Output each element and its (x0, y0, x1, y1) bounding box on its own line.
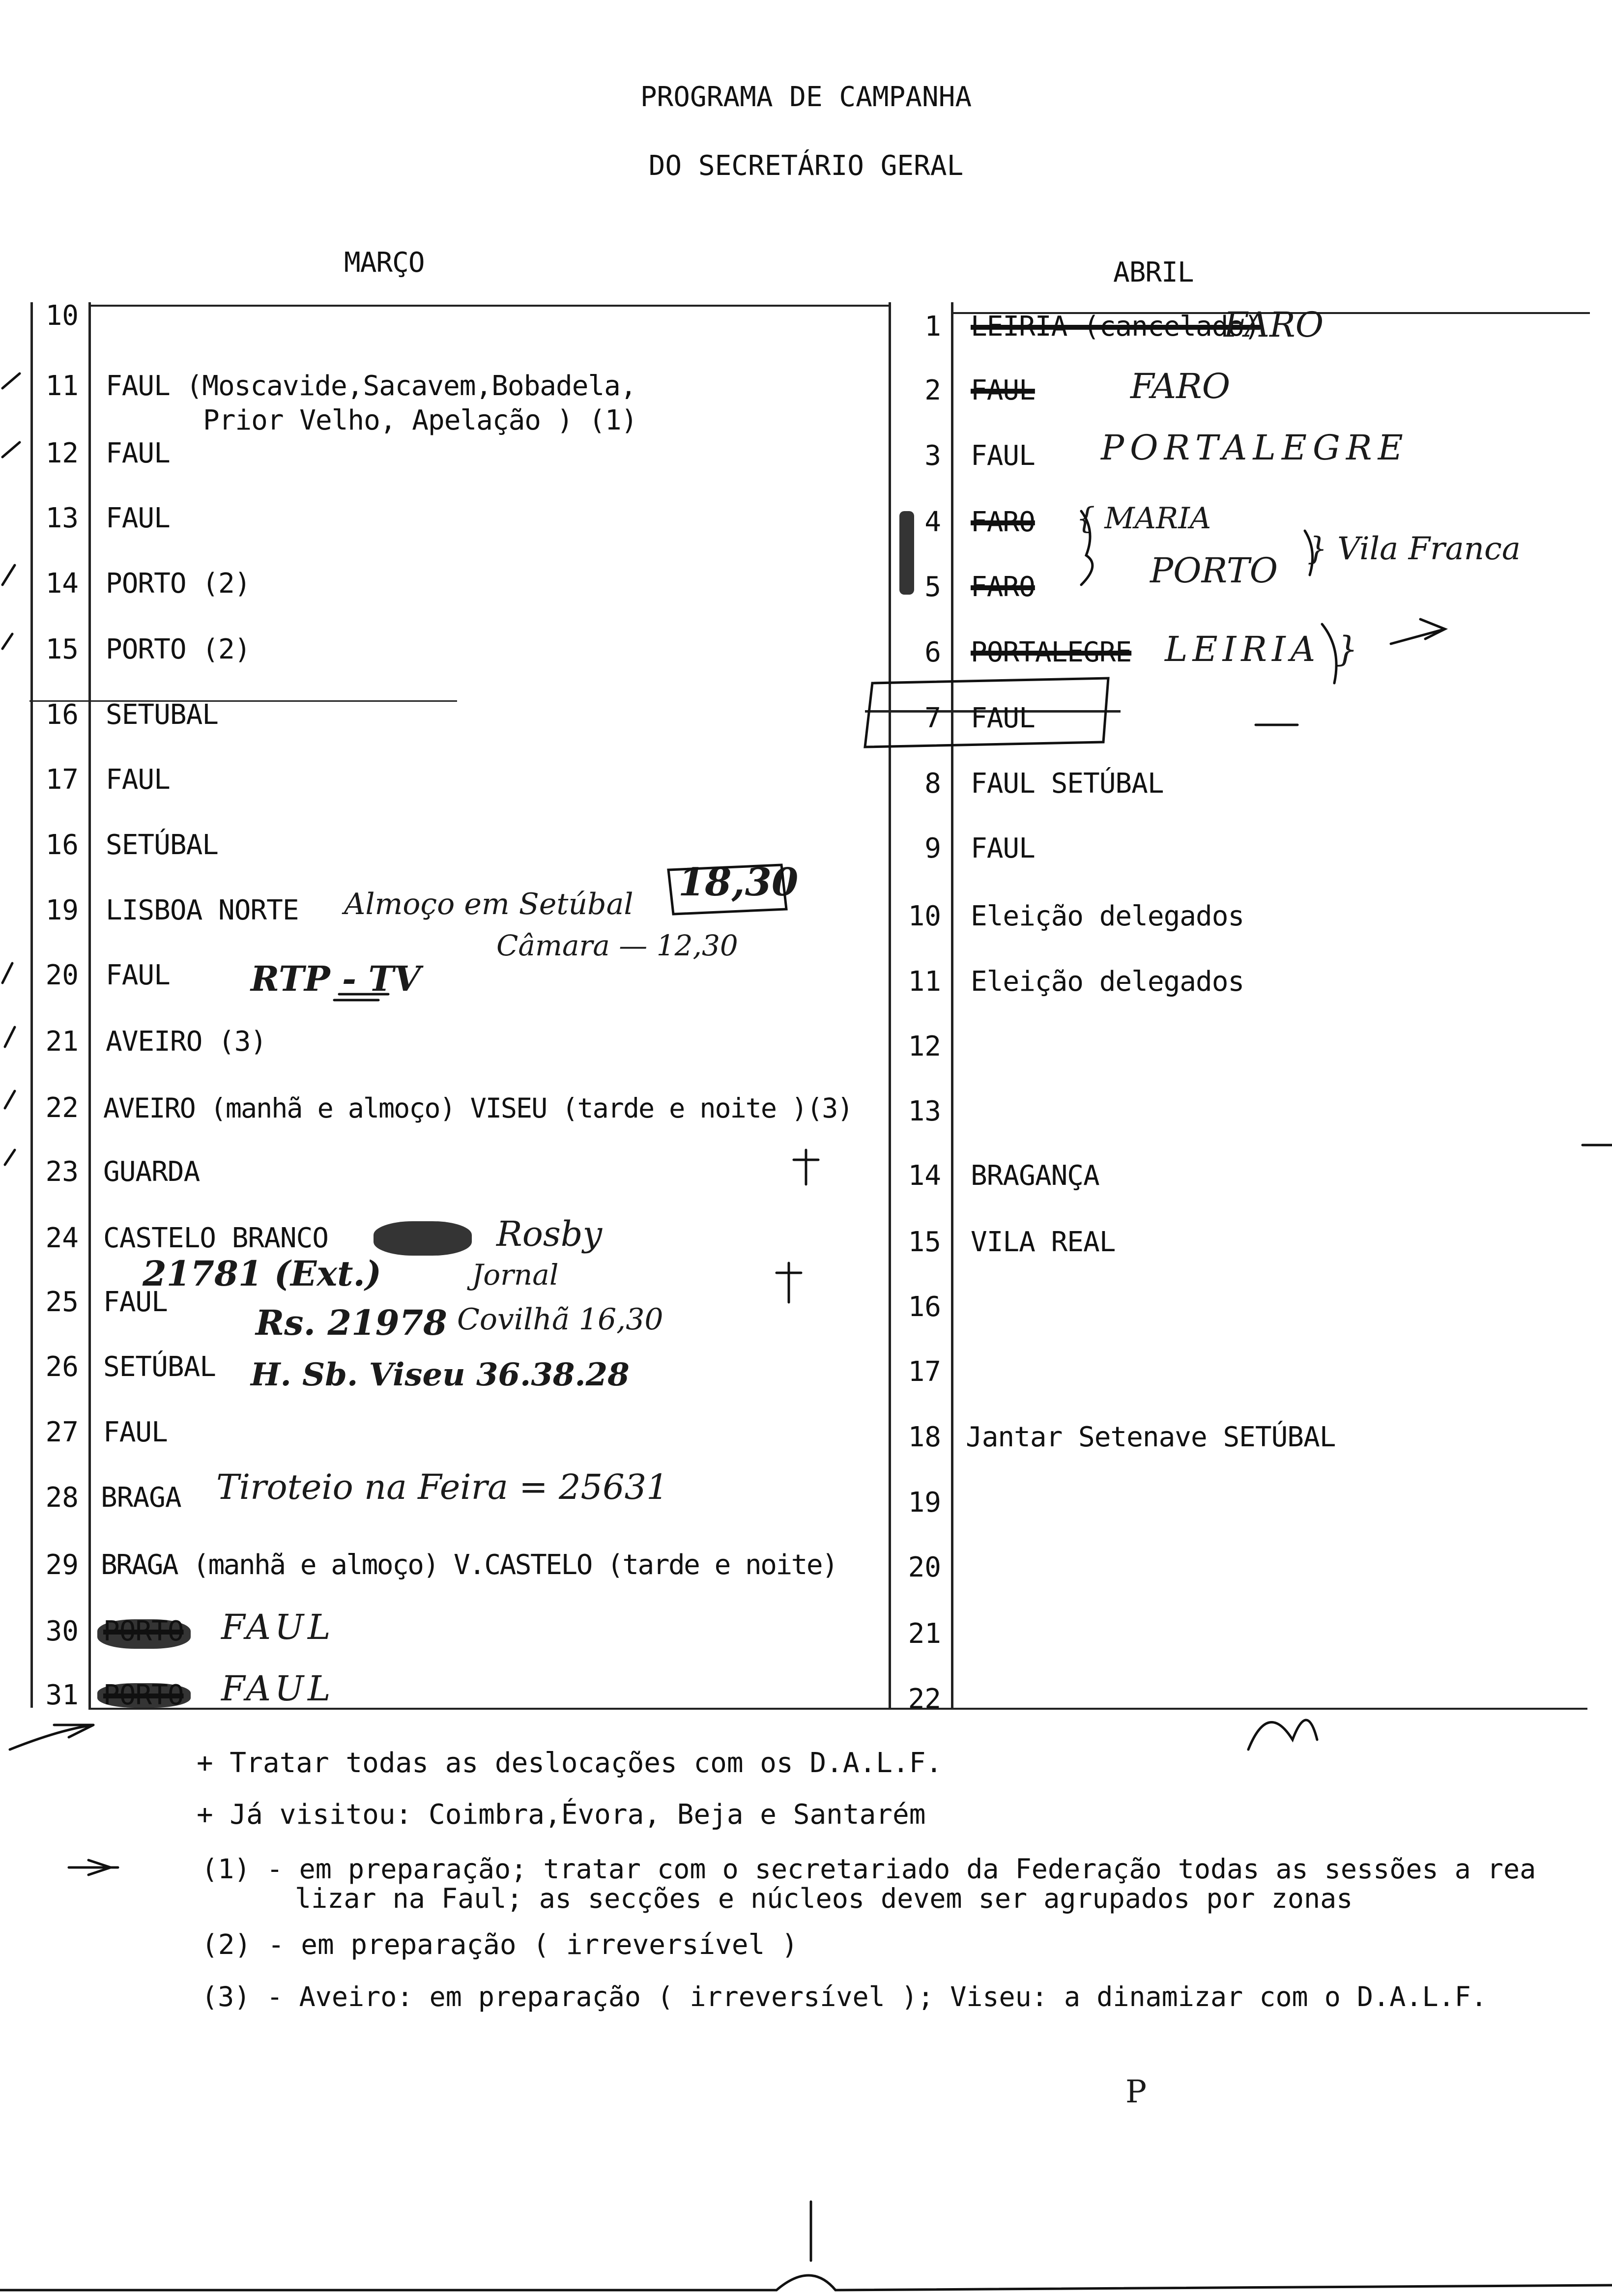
handwritten-note: Tiroteio na Feira = 25631 (216, 1467, 668, 1507)
footer-note: (3) - Aveiro: em preparação ( irreversível ); Viseu: a dinamizar com o D.A.L.F. (202, 1981, 1487, 2012)
handwritten-note: 18,30 (678, 860, 799, 905)
marco-entry: FAUL (103, 1416, 168, 1448)
marco-day: 16 (45, 699, 79, 731)
marco-entry: FAUL (106, 437, 170, 469)
abril-entry: FAUL (971, 832, 1035, 864)
marco-day: 30 (45, 1615, 79, 1647)
marco-day: 11 (45, 370, 79, 402)
abril-entry-struck: LEIRIA (cancelado) (971, 311, 1260, 343)
abril-entry-struck: PORTALEGRE (971, 636, 1132, 668)
abril-day: 21 (908, 1618, 941, 1650)
abril-entry-struck: FAUL (971, 374, 1035, 406)
abril-entry: Jantar Setenave SETÚBAL (966, 1421, 1336, 1453)
footer-line: + Tratar todas as deslocações com os D.A.L.F. (197, 1747, 943, 1779)
footer-note: (1) - em preparação; tratar com o secretariado da Federação todas as sessões a rea (202, 1853, 1536, 1885)
crossbar-mark (794, 1150, 818, 1184)
handwritten-note: P (1125, 2074, 1147, 2110)
marco-entry: PORTO (2) (106, 633, 251, 665)
marco-entry: SETÚBAL (106, 829, 219, 861)
abril-day: 12 (908, 1031, 941, 1062)
abril-day: 13 (908, 1095, 941, 1127)
marco-day: 12 (45, 437, 79, 469)
handwritten-note: Covilhã 16,30 (457, 1302, 663, 1337)
marco-entry: FAUL (106, 959, 170, 991)
page-title-line1: PROGRAMA DE CAMPANHA (640, 81, 972, 113)
abril-day: 6 (924, 636, 941, 668)
handwritten-note: Almoço em Setúbal (344, 887, 633, 921)
marco-day: 13 (45, 502, 79, 534)
left-tick (2, 565, 15, 585)
handwritten-note: Câmara — 12,30 (496, 929, 738, 962)
marco-day: 25 (45, 1286, 79, 1318)
page-title-line2: DO SECRETÁRIO GERAL (648, 150, 964, 182)
abril-day: 7 (924, 702, 941, 734)
footer-note: (2) - em preparação ( irreversível ) (202, 1929, 798, 1961)
abril-day: 15 (908, 1226, 941, 1258)
abril-day: 4 (924, 506, 941, 538)
marco-entry: GUARDA (103, 1156, 200, 1188)
handwritten-note: H. Sb. Viseu 36.38.28 (251, 1356, 630, 1393)
handwritten-note: } Vila Franca (1307, 531, 1521, 567)
marco-entry: BRAGA (manhã e almoço) V.CASTELO (tarde e noite) (101, 1549, 837, 1581)
left-tick (5, 1091, 15, 1108)
marco-entry: LISBOA NORTE (106, 894, 299, 926)
abril-day: 8 (924, 768, 941, 800)
abril-day: 20 (908, 1551, 941, 1583)
left-tick (2, 963, 12, 983)
abril-entry: FAUL (971, 440, 1035, 472)
marco-day: 17 (45, 764, 79, 796)
marco-entry: SETUBAL (106, 699, 219, 731)
footer-note-cont: lizar na Faul; as secções e núcleos devem ser agrupados por zonas (295, 1883, 1353, 1914)
abril-day: 14 (908, 1160, 941, 1192)
left-tick (2, 373, 20, 388)
abril-entry: VILA REAL (971, 1226, 1116, 1258)
abril-day: 11 (908, 966, 941, 998)
marco-entry: FAUL (Moscavide,Sacavem,Bobadela, (106, 370, 636, 402)
handwritten-note: FAUL (221, 1607, 335, 1647)
abril-day: 2 (924, 374, 941, 406)
left-tick (2, 634, 12, 649)
abril-day: 9 (924, 832, 941, 864)
abril-day: 17 (908, 1356, 941, 1388)
handwritten-note: PORTALEGRE (1101, 428, 1409, 468)
marco-day: 10 (45, 300, 79, 332)
ink-smudge (97, 1619, 191, 1649)
marco-entry: CASTELO BRANCO (103, 1222, 329, 1254)
handwritten-note: FAUL (221, 1668, 335, 1709)
arrow-mark (1391, 619, 1445, 644)
abril-day: 19 (908, 1487, 941, 1519)
handwritten-note: FARO (1224, 305, 1324, 345)
marco-day: 27 (45, 1416, 79, 1448)
abril-day: 18 (908, 1421, 941, 1453)
marco-entry: FAUL (103, 1286, 168, 1318)
marco-entry: FAUL (106, 502, 170, 534)
abril-entry-struck: FARO (971, 506, 1035, 538)
abril-entry: BRAGANÇA (971, 1160, 1099, 1192)
marco-top-rule (88, 305, 890, 307)
abril-day: 5 (924, 571, 941, 603)
abril-day: 16 (908, 1291, 941, 1323)
handwritten-note: Rosby (496, 1214, 603, 1254)
handwritten-note: PORTO (1150, 550, 1278, 591)
abril-entry: FAUL (971, 702, 1035, 734)
ink-smudge (97, 1683, 191, 1708)
marco-day: 29 (45, 1549, 79, 1581)
arrow-mark (69, 1860, 118, 1875)
marco-day: 31 (45, 1679, 79, 1711)
crossbar-mark (777, 1263, 801, 1302)
scribble-mark (1248, 1720, 1317, 1750)
marco-entry: AVEIRO (manhã e almoço) VISEU (tarde e noite )(3) (103, 1092, 853, 1124)
marco-day: 20 (45, 959, 79, 991)
handwritten-note: Jornal (472, 1258, 559, 1292)
marco-entry-cont: Prior Velho, Apelação ) (1) (203, 404, 637, 436)
abril-entry: Eleição delegados (971, 966, 1244, 998)
marco-day: 14 (45, 568, 79, 600)
abril-inner-rule (951, 302, 953, 1708)
handwritten-note: RTP - TV (251, 958, 421, 999)
month-marco: MARÇO (344, 247, 425, 279)
handwritten-note: FARO (1130, 366, 1231, 406)
left-tick (5, 1150, 15, 1165)
marco-entry: PORTO (2) (106, 568, 251, 600)
abril-day: 1 (924, 311, 941, 343)
ink-smudge (374, 1221, 472, 1256)
marco-day: 22 (45, 1092, 79, 1124)
marco-day: 15 (45, 633, 79, 665)
marco-day: 28 (45, 1482, 79, 1514)
left-tick (5, 1027, 15, 1047)
marco-entry: AVEIRO (3) (106, 1026, 267, 1058)
abril-day: 10 (908, 900, 941, 932)
handwritten-note: Rs. 21978 (256, 1302, 447, 1343)
ink-smudge (899, 511, 914, 595)
abril-day: 3 (924, 440, 941, 472)
abril-entry-struck: FARO (971, 571, 1035, 603)
handwritten-note: 21781 (Ext.) (143, 1253, 381, 1294)
abril-entry: FAUL SETÚBAL (971, 768, 1164, 800)
marco-entry: FAUL (106, 764, 170, 796)
marco-entry: SETÚBAL (103, 1351, 216, 1383)
bottom-edge (0, 2275, 1612, 2290)
marco-day: 23 (45, 1156, 79, 1188)
marco-day: 21 (45, 1026, 79, 1058)
abril-day: 22 (908, 1683, 941, 1715)
divider-16-marco (29, 700, 457, 702)
marco-day: 19 (45, 894, 79, 926)
marco-day: 26 (45, 1351, 79, 1383)
handwritten-note: { MARIA (1076, 501, 1211, 536)
arrow-mark (10, 1725, 93, 1750)
handwritten-note: LEIRIA } (1165, 629, 1363, 669)
left-tick (2, 442, 20, 457)
marco-day: 24 (45, 1222, 79, 1254)
month-abril: ABRIL (1113, 257, 1194, 288)
marco-entry: BRAGA (101, 1482, 181, 1514)
marco-inner-rule (88, 302, 91, 1708)
footer-line: + Já visitou: Coimbra,Évora, Beja e Santarém (197, 1799, 926, 1831)
marco-day: 16 (45, 829, 79, 861)
abril-entry: Eleição delegados (971, 900, 1244, 932)
